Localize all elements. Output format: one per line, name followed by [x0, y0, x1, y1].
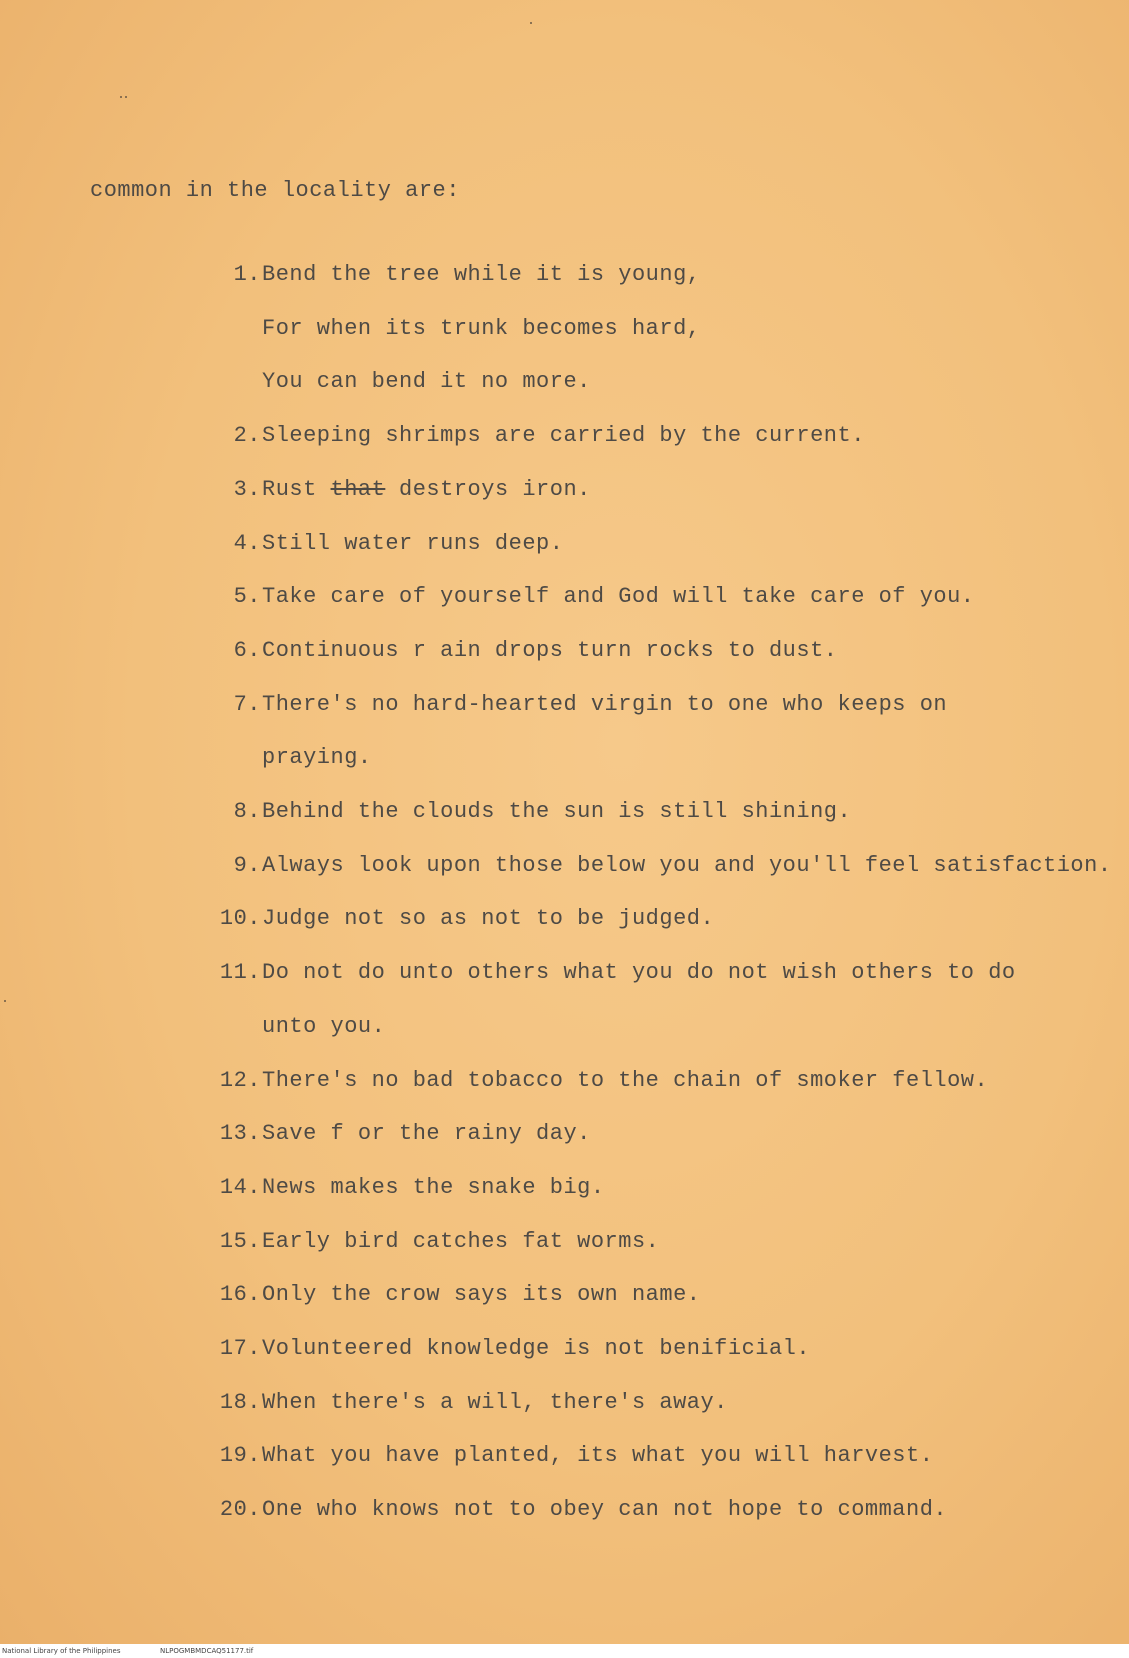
speck	[4, 1000, 6, 1002]
item-number: 16.	[219, 1282, 261, 1308]
item-text-line: Volunteered knowledge is not benificial.	[262, 1336, 811, 1361]
item-number: 10.	[219, 906, 261, 932]
item-number: 20.	[219, 1497, 261, 1523]
item-number: 3.	[233, 476, 261, 502]
item-number: 2.	[233, 423, 261, 449]
item-text-line: Always look upon those below you and you'll feel satisfaction.	[262, 852, 1112, 878]
item-text-line: When there's a will, there's away.	[262, 1389, 728, 1415]
item-number: 15.	[219, 1228, 261, 1254]
item-number: 4.	[233, 530, 261, 556]
item-text-line: Judge not so as not to be judged.	[262, 906, 715, 932]
library-credit: National Library of the Philippines	[2, 1647, 121, 1655]
speck	[125, 96, 127, 98]
file-name: NLPOGMBMDCAQ51177.tif	[160, 1647, 254, 1655]
item-text-line: unto you.	[262, 1013, 386, 1039]
item-number: 17.	[219, 1336, 261, 1361]
item-text-line: You can bend it no more.	[262, 369, 591, 395]
item-text-line: There's no hard-hearted virgin to one who keeps on	[262, 691, 948, 717]
item-number: 5.	[233, 584, 261, 610]
item-text-line: Still water runs deep.	[262, 530, 564, 556]
speck	[120, 96, 122, 98]
item-text-line: What you have planted, its what you will harvest.	[262, 1443, 934, 1469]
item-number: 18.	[219, 1389, 261, 1415]
item-text-line: Do not do unto others what you do not wish others to do	[262, 960, 1016, 986]
item-text-line: Bend the tree while it is young,	[262, 262, 701, 287]
item-text-line: Continuous r ain drops turn rocks to dust.	[262, 637, 838, 663]
item-text-line: Early bird catches fat worms.	[262, 1228, 660, 1254]
item-text-line: One who knows not to obey can not hope to command.	[262, 1497, 948, 1523]
item-text-line	[262, 477, 591, 502]
item-number: 8.	[233, 799, 261, 824]
item-text-part: destroys iron.	[385, 476, 591, 502]
intro-text: common in the locality are:	[90, 178, 460, 203]
item-number: 11.	[219, 960, 261, 986]
speck	[530, 22, 532, 24]
item-text-line: Sleeping shrimps are carried by the current.	[262, 423, 865, 449]
item-number: 6.	[233, 637, 261, 663]
scan-footer	[0, 1644, 1129, 1658]
item-text-part: Rust	[262, 476, 331, 502]
item-number: 13.	[219, 1121, 261, 1147]
struck-word: that	[330, 476, 386, 502]
item-text-line: Take care of yourself and God will take care of you.	[262, 584, 975, 610]
item-text-line: Only the crow says its own name.	[262, 1282, 701, 1308]
item-text-line: For when its trunk becomes hard,	[262, 315, 701, 341]
item-text-line: praying.	[262, 745, 372, 771]
item-number: 19.	[219, 1443, 261, 1469]
item-text-line: Behind the clouds the sun is still shining.	[262, 799, 852, 824]
item-number: 14.	[219, 1174, 261, 1200]
item-number: 7.	[233, 691, 261, 717]
item-number: 12.	[219, 1067, 261, 1093]
item-text-line: Save f or the rainy day.	[262, 1121, 591, 1147]
item-number: 9.	[233, 852, 261, 878]
item-number: 1.	[233, 262, 261, 287]
item-text-line: News makes the snake big.	[262, 1174, 605, 1200]
item-text-line: There's no bad tobacco to the chain of smoker fellow.	[262, 1067, 989, 1093]
